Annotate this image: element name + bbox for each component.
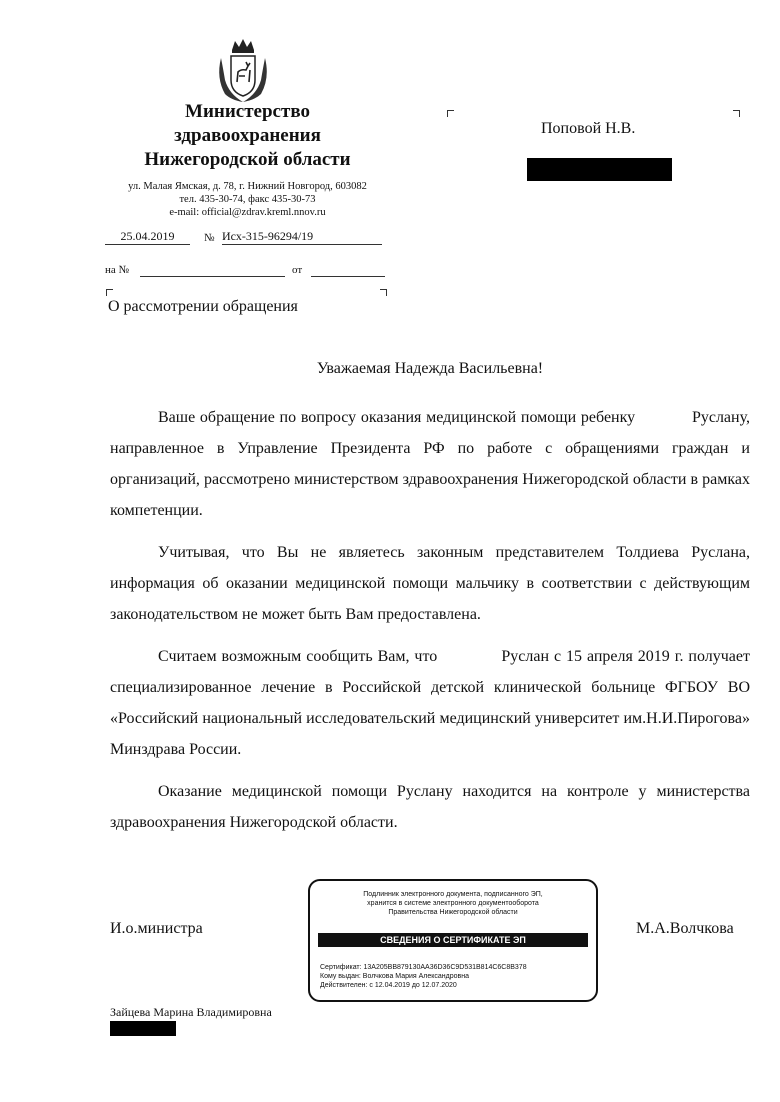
certificate-validity: Действителен: с 12.04.2019 до 12.07.2020 <box>320 982 457 989</box>
body-paragraph: Учитывая, что Вы не являетесь законным представителем Толдиева Руслана, информация об оказании медицинской помощи мальчику в соответствии с действующим законодательством не может быть Вам предоставлена. <box>110 544 750 623</box>
recipient-corner-mark <box>733 110 740 117</box>
signer-name: М.А.Волчкова <box>636 920 734 937</box>
stamp-header <box>310 890 596 917</box>
address: ул. Малая Ямская, д. 78, г. Нижний Новгород, 603082 <box>128 181 367 192</box>
stamp-line: Подлинник электронного документа, подписанного ЭП, <box>363 891 543 898</box>
stamp-details <box>320 963 592 990</box>
phones: тел. 435-30-74, факс 435-30-73 <box>179 194 316 205</box>
stamp-line: хранится в системе электронного документооборота <box>367 900 539 907</box>
ministry-line: Министерство <box>185 101 310 122</box>
salutation: Уважаемая Надежда Васильевна! <box>316 360 544 377</box>
subject-corner-mark <box>106 289 113 296</box>
certificate-id: Сертификат: 13A205BB879130AA36D36C9D531B814C6C8B378 <box>320 964 527 971</box>
recipient-name: Поповой Н.В. <box>541 120 636 137</box>
ministry-name <box>110 100 385 172</box>
stamp-title-bar: СВЕДЕНИЯ О СЕРТИФИКАТЕ ЭП <box>318 933 588 947</box>
redacted-address <box>527 158 672 181</box>
ministry-line: Нижегородской области <box>144 149 351 170</box>
email: e-mail: official@zdrav.kreml.nnov.ru <box>169 207 326 218</box>
reference-date-blank <box>311 264 385 277</box>
electronic-signature-stamp <box>308 879 598 1002</box>
letter-body <box>110 402 754 849</box>
registration-date: 25.04.2019 <box>105 229 190 245</box>
redacted-phone <box>110 1021 176 1036</box>
body-paragraph: Ваше обращение по вопросу оказания медицинской помощи ребенку Руслану, направленное в Управление Президента РФ по работе с обращениями граждан и организаций, рассмотрено министерством здравоохранения Нижегородской области в рамках компетенции. <box>110 409 754 519</box>
executor-name: Зайцева Марина Владимировна <box>110 1005 272 1019</box>
coat-of-arms-emblem <box>215 36 271 104</box>
ministry-address-block <box>105 180 390 219</box>
body-paragraph: Считаем возможным сообщить Вам, что Руслан с 15 апреля 2019 г. получает специализированное лечение в Российской детской клинической больнице ФГБОУ ВО «Российский национальный исследовательский медицинский университет им.Н.И.Пирогова» Минздрава России. <box>110 648 754 758</box>
stamp-line: Правительства Нижегородской области <box>388 909 518 916</box>
ministry-line: здравоохранения <box>174 125 321 146</box>
certificate-owner: Кому выдан: Волчкова Мария Александровна <box>320 973 470 980</box>
letter-subject: О рассмотрении обращения <box>108 298 298 315</box>
reference-number-label: на № <box>105 264 130 276</box>
registration-number: Исх-315-96294/19 <box>222 229 382 245</box>
recipient-corner-mark <box>447 110 454 117</box>
reference-date-label: от <box>292 264 303 276</box>
reference-number-blank <box>140 264 285 277</box>
registration-number-label: № <box>204 232 215 244</box>
body-paragraph: Оказание медицинской помощи Руслану находится на контроле у министерства здравоохранения Нижегородской области. <box>110 783 750 831</box>
subject-corner-mark <box>380 289 387 296</box>
signer-title: И.о.министра <box>110 920 203 937</box>
